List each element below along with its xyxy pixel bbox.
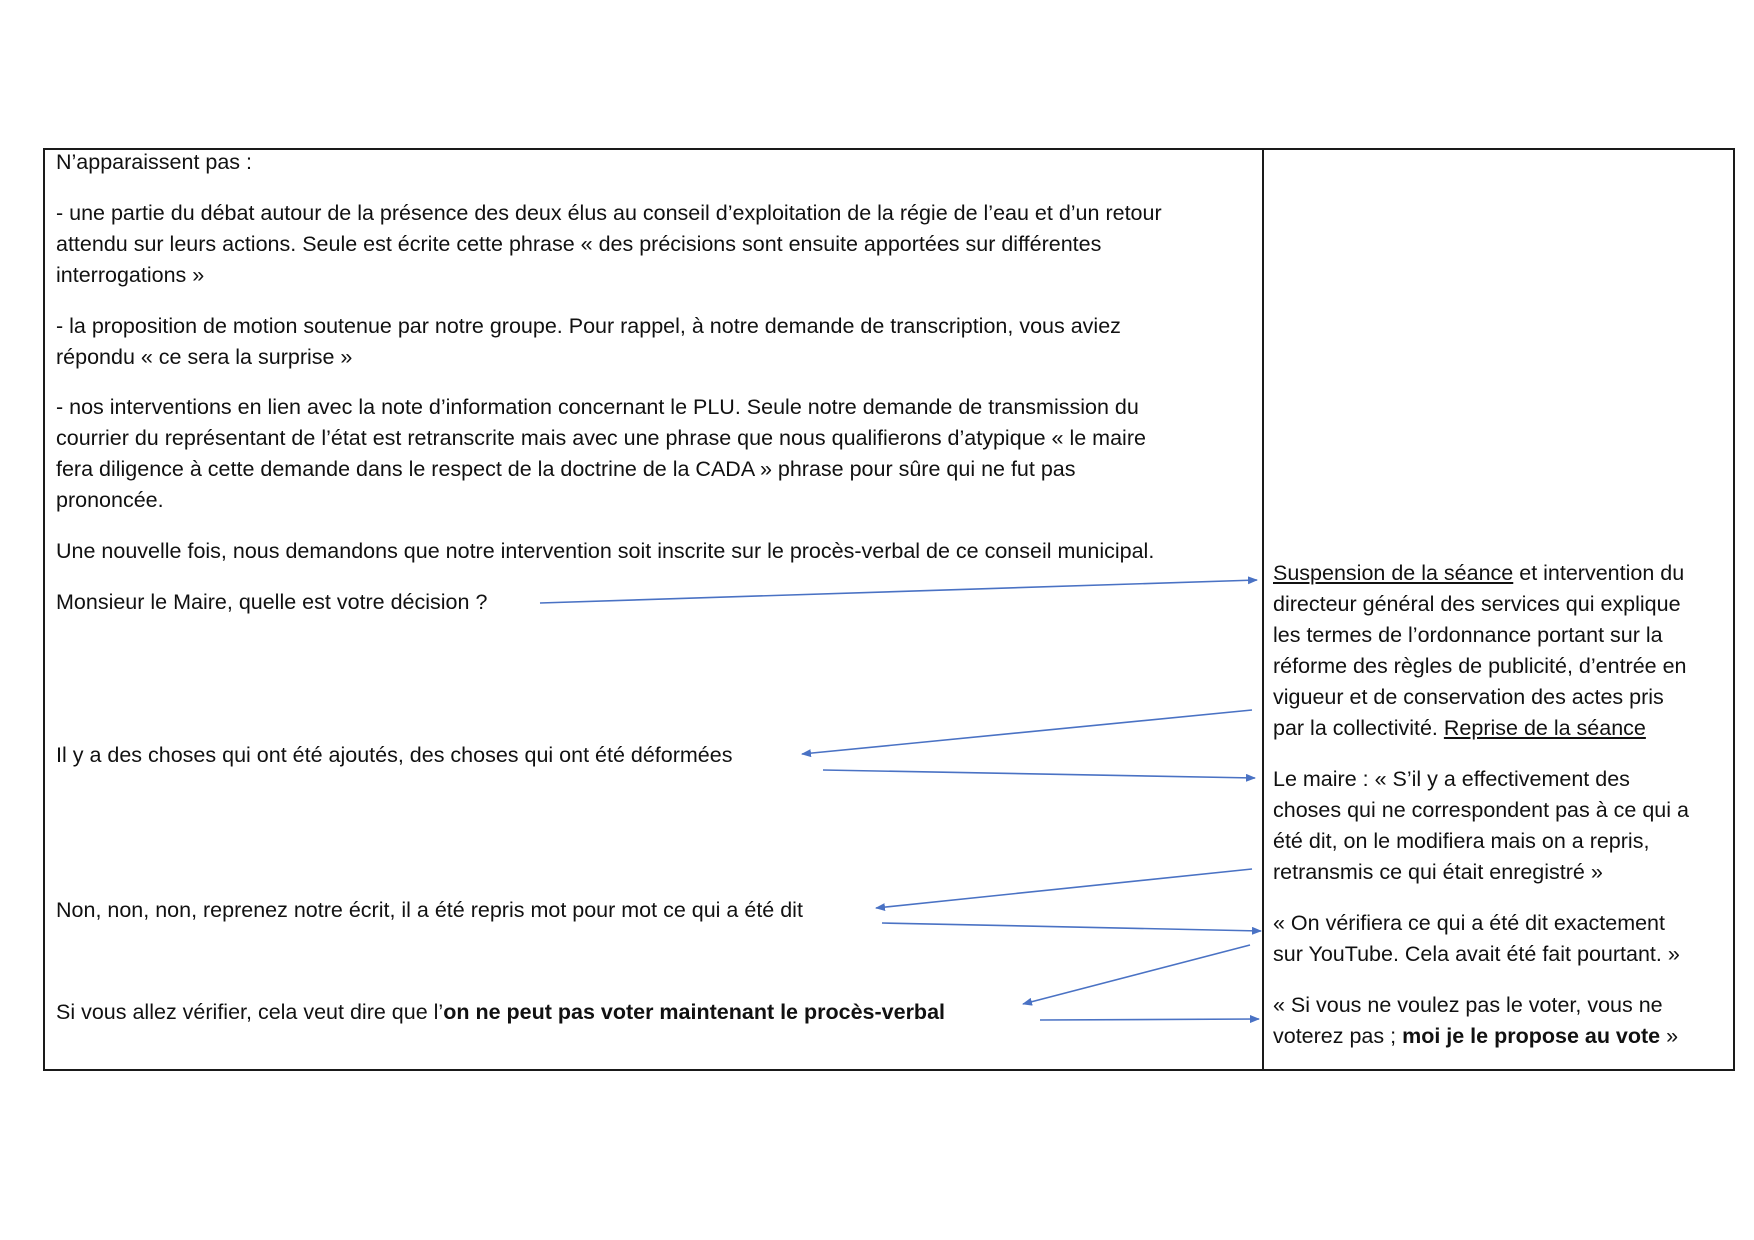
request-text: Une nouvelle fois, nous demandons que notre intervention soit inscrite sur le procès-verbal de ce conseil municipal. <box>56 539 1155 563</box>
item3-line4: prononcée. <box>56 488 164 512</box>
maire-line2: choses qui ne correspondent pas à ce qui a <box>1273 798 1689 822</box>
maire-line1: Le maire : « S’il y a effectivement des <box>1273 767 1630 791</box>
reply3-plain: Si vous allez vérifier, cela veut dire que l’ <box>56 1000 444 1024</box>
reply2-text: Non, non, non, reprenez notre écrit, il a été repris mot pour mot ce qui a été dit <box>56 898 803 922</box>
column-divider <box>1262 148 1264 1071</box>
intro-text: N’apparaissent pas : <box>56 150 252 174</box>
verify-line2: sur YouTube. Cela avait été fait pourtant. » <box>1273 942 1680 966</box>
reply1-text: Il y a des choses qui ont été ajoutés, des choses qui ont été déformées <box>56 743 733 767</box>
item2-line1: - la proposition de motion soutenue par notre groupe. Pour rappel, à notre demande de transcription, vous aviez <box>56 314 1121 338</box>
suspension-line2: directeur général des services qui explique <box>1273 592 1681 616</box>
suspension-line3: les termes de l’ordonnance portant sur la <box>1273 623 1663 647</box>
maire-line3: été dit, on le modifiera mais on a repris, <box>1273 829 1650 853</box>
suspension-link: Suspension de la séance <box>1273 561 1514 585</box>
item1-line3: interrogations » <box>56 263 205 287</box>
item1-line2: attendu sur leurs actions. Seule est écrite cette phrase « des précisions sont ensuite apportées sur différentes <box>56 232 1102 256</box>
item3-line3: fera diligence à cette demande dans le respect de la doctrine de la CADA » phrase pour sûre qui ne fut pas <box>56 457 1076 481</box>
item1-line1: - une partie du débat autour de la présence des deux élus au conseil d’exploitation de la régie de l’eau et d’un retour <box>56 201 1162 225</box>
suspension-line5: vigueur et de conservation des actes pris <box>1273 685 1664 709</box>
reply3-bold: on ne peut pas voter maintenant le procès-verbal <box>443 1000 945 1024</box>
item3-line1: - nos interventions en lien avec la note d’information concernant le PLU. Seule notre demande de transmission du <box>56 395 1139 419</box>
vote-line2: voterez pas ; moi je le propose au vote » <box>1273 1024 1679 1048</box>
reprise-link: Reprise de la séance <box>1443 716 1646 740</box>
suspension-line1: Suspension de la séance et intervention du <box>1273 561 1685 585</box>
vote-line1: « Si vous ne voulez pas le voter, vous ne <box>1273 993 1663 1017</box>
question-text: Monsieur le Maire, quelle est votre décision ? <box>56 590 488 614</box>
item3-line2: courrier du représentant de l’état est retranscrite mais avec une phrase que nous qualifierons d’atypique « le maire <box>56 426 1146 450</box>
reply3-text <box>56 997 945 1028</box>
maire-line4: retransmis ce qui était enregistré » <box>1273 860 1603 884</box>
vote-bold: moi je le propose au vote <box>1402 1024 1661 1048</box>
item2-line2: répondu « ce sera la surprise » <box>56 345 353 369</box>
suspension-line4: réforme des règles de publicité, d’entrée en <box>1273 654 1687 678</box>
verify-line1: « On vérifiera ce qui a été dit exactement <box>1273 911 1665 935</box>
suspension-line6: par la collectivité. Reprise de la séance <box>1273 716 1646 740</box>
